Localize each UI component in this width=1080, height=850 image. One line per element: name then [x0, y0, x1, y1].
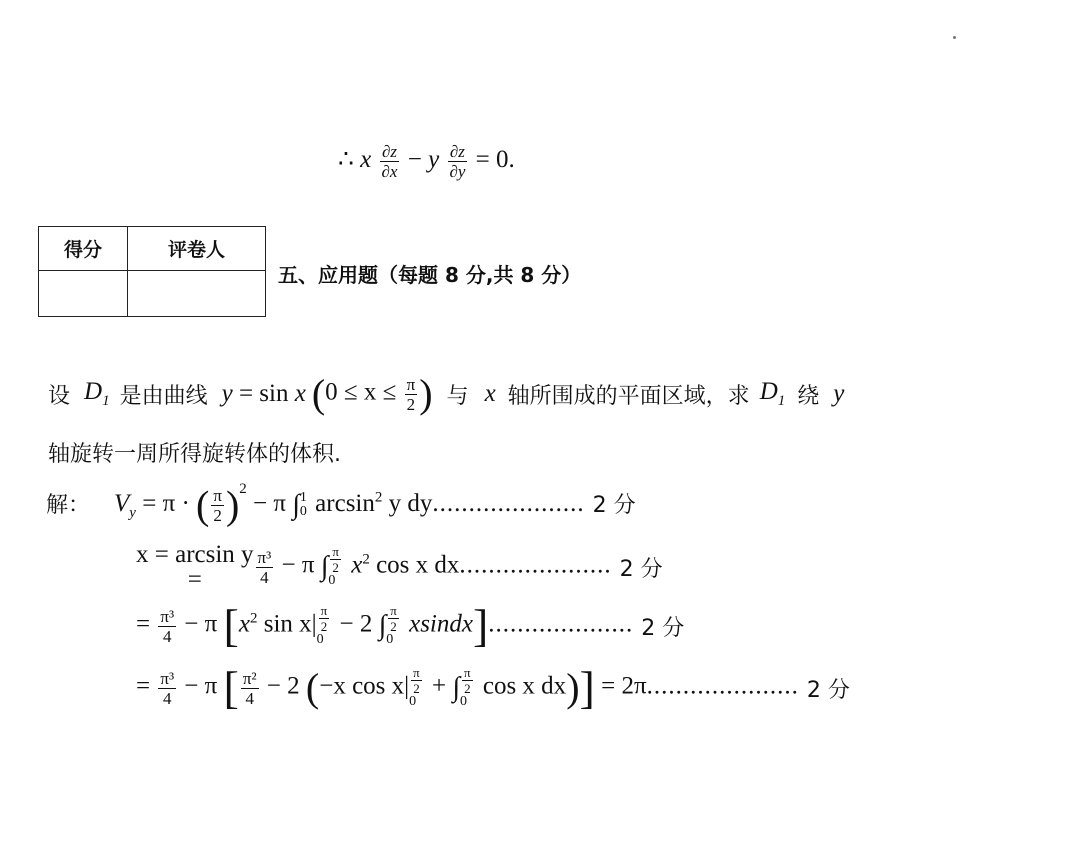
points-label-3: 2 分: [641, 615, 685, 641]
grader-cell: [128, 271, 266, 317]
points-label-4: 2 分: [806, 677, 850, 703]
solution-line-1: 解： $V_y = \pi$ · ( $\frac{\pi}{2}$ )$^2$ − π ∫ 1 0 $\arcsin^2 y$ dy..................... 2 分: [46, 481, 636, 528]
solution-line-3: = $\frac{\text{π³}}{4}$ − π [$x^2$ sin x| $\frac{\pi}{2}$ 0 − 2 ∫ $\frac{\pi}{2}$ 0 xsindx].................... 2 分: [136, 600, 685, 651]
score-header: 得分: [39, 227, 128, 271]
conclusion-equation: ∴ x $\frac{\partial z}{\partial x}$ − y $\frac{\partial z}{\partial y}$ = 0.: [338, 142, 515, 181]
grader-header: 评卷人: [128, 227, 266, 271]
scan-speck: [953, 36, 956, 39]
dz-dx-fraction: $\frac{\partial z}{\partial x}$: [381, 142, 398, 181]
score-table: [38, 226, 266, 317]
points-label-2: 2 分: [619, 556, 663, 582]
problem-line-1: 设 $D_1$ 是由曲线 y = sin x (0 ≤ x ≤ $\frac{\pi}{2}$ ) 与 x 轴所围成的平面区域，求 $D_1$ 绕 y: [48, 371, 845, 416]
score-cell: [39, 271, 128, 317]
problem-line-2: 轴旋转一周所得旋转体的体积.: [48, 442, 341, 467]
section-heading: 五、应用题（每题 8 分,共 8 分）: [278, 263, 582, 287]
dz-dy-fraction: $\frac{\partial z}{\partial y}$: [449, 142, 466, 181]
solution-line-4: = $\frac{\text{π³}}{4}$ − π [ $\frac{\text{π²}}{4}$ − 2 (−x cos x| $\frac{\pi}{2}$ 0 + ∫ $\frac{\pi}{2}$ 0 cos x dx)] = 2π..................... 2 分: [136, 662, 850, 713]
points-label-1: 2 分: [592, 492, 636, 518]
solution-line-2: x = arcsin y = $\frac{\text{π³}}{4}$ − π ∫ $\frac{\pi}{2}$ 0 $x^2$ cos x dx..................... 2 分: [136, 541, 663, 593]
pi-over-2: $\frac{\pi}{2}$: [406, 374, 416, 414]
